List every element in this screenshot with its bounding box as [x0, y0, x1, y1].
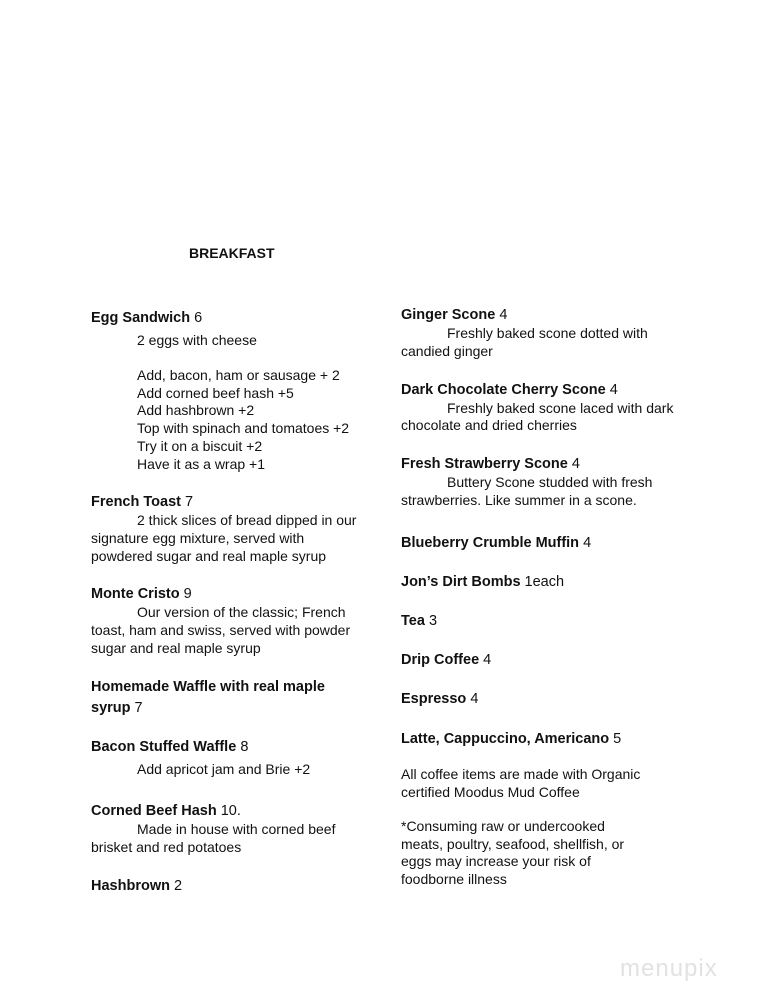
item-description: Add corned beef hash +5: [137, 385, 294, 401]
menu-item-name: [401, 690, 478, 708]
menu-item-name: [91, 585, 192, 603]
menu-note: *Consuming raw or undercooked: [401, 818, 605, 834]
item-price: 5: [613, 731, 622, 747]
menu-item-name: [401, 573, 564, 591]
item-description: signature egg mixture, served with: [91, 530, 305, 546]
item-name: syrup: [91, 700, 135, 716]
menu-item-name: [401, 381, 618, 399]
menu-item-name: [401, 455, 580, 473]
item-description: sugar and real maple syrup: [91, 640, 261, 656]
item-description: Freshly baked scone laced with dark: [447, 400, 674, 416]
item-name: French Toast: [91, 494, 185, 510]
item-description: Add, bacon, ham or sausage + 2: [137, 367, 340, 383]
item-price: 7: [185, 494, 194, 510]
item-price: 4: [583, 535, 592, 551]
item-price: 8: [240, 739, 249, 755]
item-name: Tea: [401, 613, 429, 629]
watermark-logo: menupix: [620, 955, 718, 982]
item-description: toast, ham and swiss, served with powder: [91, 622, 351, 638]
item-price: 4: [609, 382, 618, 398]
item-name: Espresso: [401, 691, 471, 707]
menu-note: eggs may increase your risk of: [401, 853, 591, 870]
menu-note: meats, poultry, seafood, shellfish, or: [401, 835, 625, 852]
item-price: 4: [470, 691, 479, 707]
item-description: 2 thick slices of bread dipped in our: [137, 512, 357, 528]
item-description: Try it on a biscuit +2: [137, 438, 263, 454]
menu-item-name: [401, 306, 507, 324]
item-price: 6: [194, 310, 203, 326]
menu-item-name: [91, 877, 182, 895]
item-name: Egg Sandwich: [91, 310, 195, 326]
menu-note: certified Moodus Mud Coffee: [401, 783, 580, 800]
item-description: Top with spinach and tomatoes +2: [137, 420, 350, 436]
item-name: Fresh Strawberry Scone: [401, 456, 572, 472]
item-description: Add apricot jam and Brie +2: [137, 761, 311, 777]
menu-item-name: [91, 738, 248, 756]
item-name: Jon’s Dirt Bombs: [401, 574, 525, 590]
item-description: powdered sugar and real maple syrup: [91, 548, 327, 564]
item-name: Hashbrown: [91, 878, 174, 894]
item-price: 10.: [220, 803, 241, 819]
menu-item-name: [401, 651, 491, 669]
item-name: Blueberry Crumble Muffin: [401, 535, 584, 551]
item-description: Buttery Scone studded with fresh: [447, 474, 653, 490]
item-price: 4: [483, 652, 492, 668]
menu-item-name: [401, 730, 621, 748]
item-price: 9: [183, 586, 192, 602]
item-name: Dark Chocolate Cherry Scone: [401, 382, 610, 398]
item-price: 4: [499, 307, 508, 323]
item-description: Made in house with corned beef: [137, 821, 336, 837]
menu-item-name: [401, 534, 591, 552]
item-price: 4: [571, 456, 580, 472]
item-price: 7: [134, 700, 143, 716]
item-price: 1each: [524, 574, 565, 590]
menu-item-name: [91, 802, 241, 820]
section-title: BREAKFAST: [189, 245, 275, 261]
menu-item-name: [91, 309, 202, 327]
item-description: Have it as a wrap +1: [137, 456, 266, 472]
item-description: 2 eggs with cheese: [137, 332, 257, 348]
item-name: Drip Coffee: [401, 652, 484, 668]
item-price: 2: [173, 878, 183, 894]
menu-note: foodborne illness: [401, 871, 507, 888]
item-name: Bacon Stuffed Waffle: [91, 739, 241, 755]
item-description: strawberries. Like summer in a scone.: [401, 492, 637, 508]
item-name: Corned Beef Hash: [91, 803, 221, 819]
menu-item-name: [91, 699, 143, 717]
item-price: 3: [428, 613, 438, 629]
item-description: Our version of the classic; French: [137, 604, 346, 620]
item-name: Homemade Waffle with real maple: [91, 679, 325, 695]
menu-note: All coffee items are made with Organic: [401, 766, 641, 782]
item-description: chocolate and dried cherries: [401, 417, 577, 433]
menu-item-name: [91, 678, 325, 696]
item-name: Latte, Cappuccino, Americano: [401, 731, 614, 747]
item-name: Ginger Scone: [401, 307, 500, 323]
menu-item-name: [401, 612, 437, 630]
item-description: candied ginger: [401, 343, 493, 359]
menu-item-name: [91, 493, 193, 511]
item-description: brisket and red potatoes: [91, 839, 242, 855]
item-description: Add hashbrown +2: [137, 402, 255, 418]
item-description: Freshly baked scone dotted with: [447, 325, 648, 341]
item-name: Monte Cristo: [91, 586, 184, 602]
